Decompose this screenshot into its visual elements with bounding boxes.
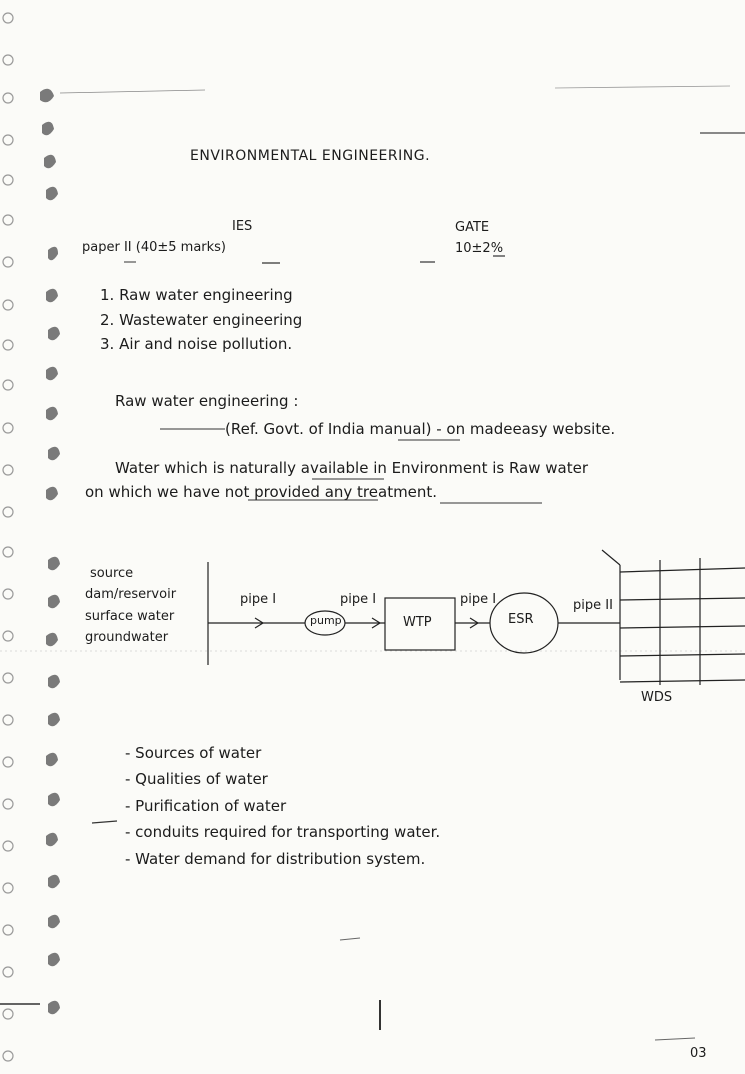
esr-label: ESR [508, 612, 534, 627]
reference-note: (Ref. Govt. of India manual) - on madeeasy website. [225, 420, 616, 438]
wtp-label: WTP [403, 615, 432, 630]
exam-gate-label: GATE [455, 220, 490, 235]
pump-label: pump [310, 614, 342, 627]
bullet-item-5: - Water demand for distribution system. [125, 850, 426, 868]
bullet-item-3: - Purification of water [125, 797, 287, 815]
page-title: ENVIRONMENTAL ENGINEERING. [190, 148, 431, 164]
pipe-label-3: pipe I [460, 592, 497, 607]
exam-ies-label: IES [232, 219, 253, 234]
topic-item-2: 2. Wastewater engineering [100, 311, 303, 329]
diagram-source-3: groundwater [85, 630, 169, 645]
diagram-source-1: dam/reservoir [85, 587, 177, 602]
section-heading: Raw water engineering : [115, 392, 299, 410]
pipe-label-1: pipe I [240, 592, 277, 607]
spiral-binding [0, 0, 60, 1074]
topic-item-3: 3. Air and noise pollution. [100, 335, 293, 353]
bullet-item-1: - Sources of water [125, 744, 262, 762]
wds-label: WDS [641, 690, 673, 705]
bullet-item-4: - conduits required for transporting water. [125, 823, 441, 841]
pipe-label-2: pipe I [340, 592, 377, 607]
diagram-source-2: surface water [85, 609, 175, 624]
ies-marks-detail: paper II (40±5 marks) [82, 240, 227, 255]
pipe-label-4: pipe II [573, 598, 613, 613]
gate-marks-detail: 10±2% [455, 241, 504, 256]
definition-line-2: on which we have not provided any treatment. [85, 483, 438, 501]
bullet-item-2: - Qualities of water [125, 770, 268, 788]
topic-item-1: 1. Raw water engineering [100, 286, 293, 304]
diagram-source-label: source [90, 566, 134, 581]
definition-line-1: Water which is naturally available in Environment is Raw water [115, 459, 589, 477]
page-number: 03 [690, 1046, 707, 1061]
